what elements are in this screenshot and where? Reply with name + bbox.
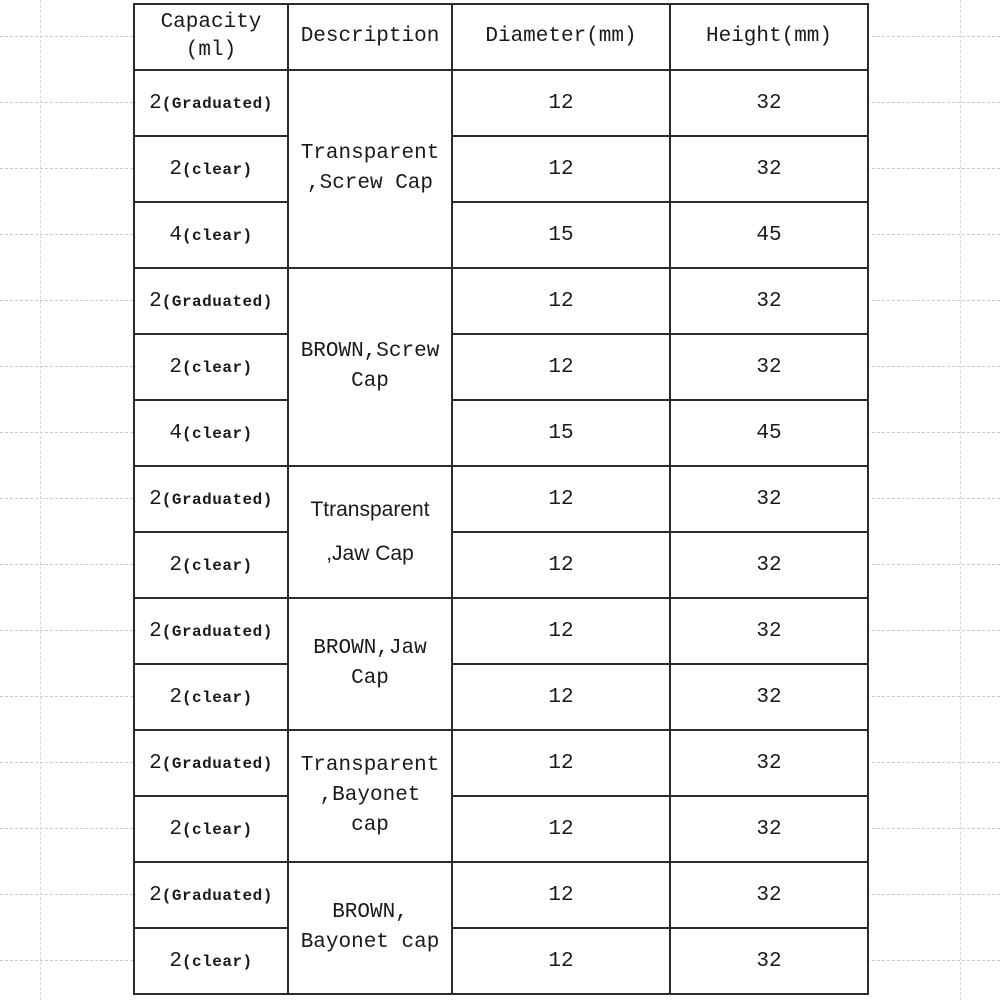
diameter-cell: 12 xyxy=(452,862,670,928)
capacity-value: 2 xyxy=(149,487,162,511)
capacity-value: 2 xyxy=(169,355,182,379)
capacity-cell xyxy=(134,862,288,928)
capacity-tag: (clear) xyxy=(181,424,253,443)
capacity-cell xyxy=(134,532,288,598)
capacity-cell xyxy=(134,334,288,400)
description-cell: BROWN, Bayonet cap xyxy=(288,862,452,994)
capacity-cell xyxy=(134,664,288,730)
height-cell: 32 xyxy=(670,268,868,334)
table-row xyxy=(134,730,868,796)
capacity-value: 4 xyxy=(169,223,182,247)
height-cell: 32 xyxy=(670,466,868,532)
height-cell: 32 xyxy=(670,730,868,796)
description-cell: Transparent ,Bayonet cap xyxy=(288,730,452,862)
capacity-cell xyxy=(134,136,288,202)
description-cell: BROWN,Screw Cap xyxy=(288,268,452,466)
capacity-tag: (clear) xyxy=(181,226,253,245)
capacity-tag: (Graduated) xyxy=(161,754,273,773)
height-cell: 32 xyxy=(670,334,868,400)
height-cell: 45 xyxy=(670,202,868,268)
diameter-cell: 12 xyxy=(452,466,670,532)
capacity-tag: (clear) xyxy=(181,358,253,377)
capacity-cell xyxy=(134,400,288,466)
capacity-tag: (Graduated) xyxy=(161,490,273,509)
capacity-tag: (Graduated) xyxy=(161,292,273,311)
capacity-cell xyxy=(134,796,288,862)
table-row xyxy=(134,136,868,202)
table-row xyxy=(134,268,868,334)
capacity-value: 2 xyxy=(149,289,162,313)
height-cell: 32 xyxy=(670,796,868,862)
capacity-value: 2 xyxy=(169,817,182,841)
height-cell: 32 xyxy=(670,70,868,136)
diameter-cell: 12 xyxy=(452,730,670,796)
capacity-cell xyxy=(134,730,288,796)
capacity-cell xyxy=(134,466,288,532)
capacity-value: 4 xyxy=(169,421,182,445)
capacity-value: 2 xyxy=(149,751,162,775)
height-cell: 32 xyxy=(670,532,868,598)
capacity-cell xyxy=(134,202,288,268)
diameter-cell: 12 xyxy=(452,598,670,664)
diameter-cell: 12 xyxy=(452,928,670,994)
capacity-tag: (Graduated) xyxy=(161,94,273,113)
capacity-value: 2 xyxy=(169,157,182,181)
height-cell: 32 xyxy=(670,862,868,928)
diameter-cell: 12 xyxy=(452,532,670,598)
height-cell: 32 xyxy=(670,136,868,202)
diameter-cell: 12 xyxy=(452,664,670,730)
table-row xyxy=(134,532,868,598)
capacity-tag: (Graduated) xyxy=(161,886,273,905)
diameter-cell: 12 xyxy=(452,70,670,136)
height-cell: 32 xyxy=(670,598,868,664)
capacity-value: 2 xyxy=(149,91,162,115)
vial-spec-table xyxy=(133,3,869,995)
table-row xyxy=(134,400,868,466)
diameter-cell: 12 xyxy=(452,334,670,400)
capacity-cell xyxy=(134,268,288,334)
table-row xyxy=(134,796,868,862)
diameter-cell: 15 xyxy=(452,202,670,268)
capacity-value: 2 xyxy=(169,949,182,973)
table-row xyxy=(134,70,868,136)
table-row xyxy=(134,928,868,994)
header-height: Height(mm) xyxy=(670,4,868,70)
table-row xyxy=(134,466,868,532)
header-diameter: Diameter(mm) xyxy=(452,4,670,70)
capacity-value: 2 xyxy=(149,619,162,643)
table-header-row xyxy=(134,4,868,70)
description-cell: Transparent ,Screw Cap xyxy=(288,70,452,268)
capacity-tag: (clear) xyxy=(181,160,253,179)
diameter-cell: 12 xyxy=(452,268,670,334)
diameter-cell: 15 xyxy=(452,400,670,466)
capacity-tag: (Graduated) xyxy=(161,622,273,641)
header-description: Description xyxy=(288,4,452,70)
capacity-value: 2 xyxy=(149,883,162,907)
table-row xyxy=(134,598,868,664)
height-cell: 32 xyxy=(670,928,868,994)
diameter-cell: 12 xyxy=(452,796,670,862)
diameter-cell: 12 xyxy=(452,136,670,202)
capacity-cell xyxy=(134,928,288,994)
capacity-cell xyxy=(134,598,288,664)
header-capacity: Capacity (ml) xyxy=(134,4,288,70)
table-row xyxy=(134,862,868,928)
height-cell: 45 xyxy=(670,400,868,466)
description-cell: BROWN,Jaw Cap xyxy=(288,598,452,730)
capacity-value: 2 xyxy=(169,553,182,577)
table-row xyxy=(134,202,868,268)
description-cell: Ttransparent ,Jaw Cap xyxy=(288,466,452,598)
table-row xyxy=(134,664,868,730)
capacity-tag: (clear) xyxy=(181,952,253,971)
capacity-tag: (clear) xyxy=(181,820,253,839)
capacity-tag: (clear) xyxy=(181,556,253,575)
height-cell: 32 xyxy=(670,664,868,730)
capacity-tag: (clear) xyxy=(181,688,253,707)
table-row xyxy=(134,334,868,400)
capacity-value: 2 xyxy=(169,685,182,709)
capacity-cell xyxy=(134,70,288,136)
